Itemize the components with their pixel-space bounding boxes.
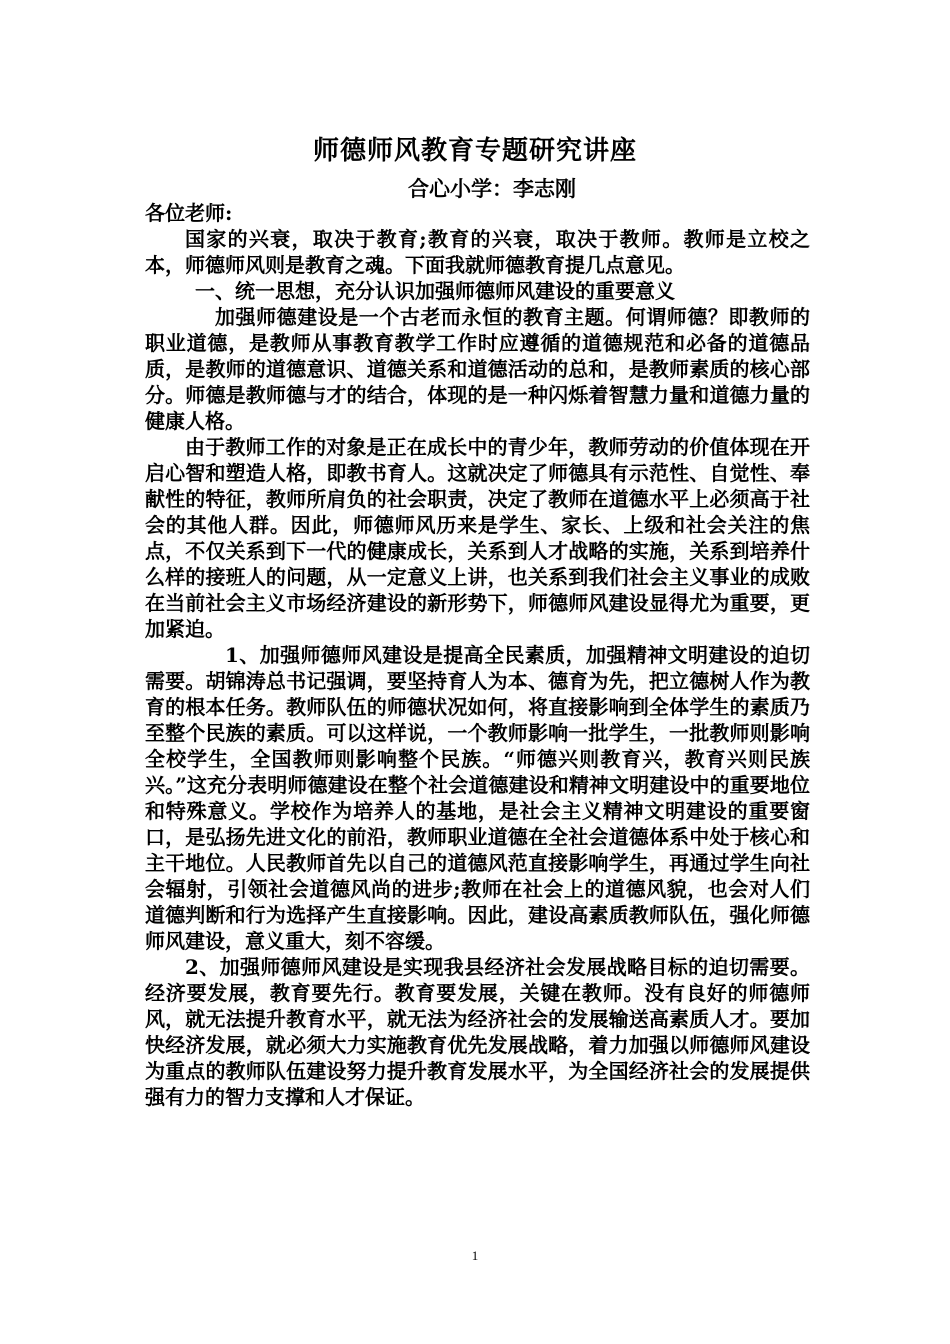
document-author: 合心小学：李志刚 <box>408 176 576 201</box>
page-number: 1 <box>471 1248 479 1263</box>
paragraph-point-1: 1、加强师德师风建设是提高全民素质，加强精神文明建设的迫切需要。胡锦涛总书记强调，要坚持育人为本、德育为先，把立德树人作为教育的根本任务。教师队伍的师德状况如何，将直接影响到全体学生的素质乃至整个民族的素质。可以这样说，一个教师影响一批学生，一批教师则影响全校学生，全国教师则影响整个民族。“师德兴则教育兴，教育兴则民族兴。”这充分表明师德建设在整个社会道德建设和精神文明建设中的重要地位和特殊意义。学校作为培养人的基地，是社会主义精神文明建设的重要窗口，是弘扬先进文化的前沿，教师职业道德在全社会道德体系中处于核心和主干地位。人民教师首先以自己的道德风范直接影响学生，再通过学生向社会辐射，引领社会道德风尚的进步;教师在社会上的道德风貌，也会对人们道德判断和行为选择产生直接影响。因此，建设高素质教师队伍，强化师德师风建设，意义重大，刻不容缓。 <box>145 643 810 953</box>
document-body <box>145 200 810 1110</box>
section-heading: 一、统一思想，充分认识加强师德师风建设的重要意义 <box>195 279 675 303</box>
document-title: 师德师风教育专题研究讲座 <box>312 136 637 166</box>
paragraph-intro: 国家的兴衰，取决于教育;教育的兴衰，取决于教师。教师是立校之本，师德师风则是教育之魂。下面我就师德教育提几点意见。 <box>145 227 810 277</box>
paragraph-significance: 由于教师工作的对象是正在成长中的青少年，教师劳动的价值体现在开启心智和塑造人格，即教书育人。这就决定了师德具有示范性、自觉性、奉献性的特征，教师所肩负的社会职责，决定了教师在道德水平上必须高于社会的其他人群。因此，师德师风历来是学生、家长、上级和社会关注的焦点，不仅关系到下一代的健康成长，关系到人才战略的实施，关系到培养什么样的接班人的问题，从一定意义上讲，也关系到我们社会主义事业的成败在当前社会主义市场经济建设的新形势下，师德师风建设显得尤为重要，更加紧迫。 <box>145 435 810 641</box>
paragraph-point-2: 2、加强师德师风建设是实现我县经济社会发展战略目标的迫切需要。经济要发展，教育要先行。教育要发展，关键在教师。没有良好的师德师风，就无法提升教育水平，就无法为经济社会的发展输送高素质人才。要加快经济发展，就必须大力实施教育优先发展战略，着力加强以师德师风建设为重点的教师队伍建设努力提升教育发展水平，为全国经济社会的发展提供强有力的智力支撑和人才保证。 <box>145 955 810 1109</box>
paragraph-definition: 加强师德建设是一个古老而永恒的教育主题。何谓师德？即教师的职业道德，是教师从事教育教学工作时应遵循的道德规范和必备的道德品质，是教师的道德意识、道德关系和道德活动的总和，是教师素质的核心部分。师德是教师德与才的结合，体现的是一种闪烁着智慧力量和道德力量的健康人格。 <box>145 305 810 433</box>
greeting: 各位老师: <box>145 201 233 225</box>
